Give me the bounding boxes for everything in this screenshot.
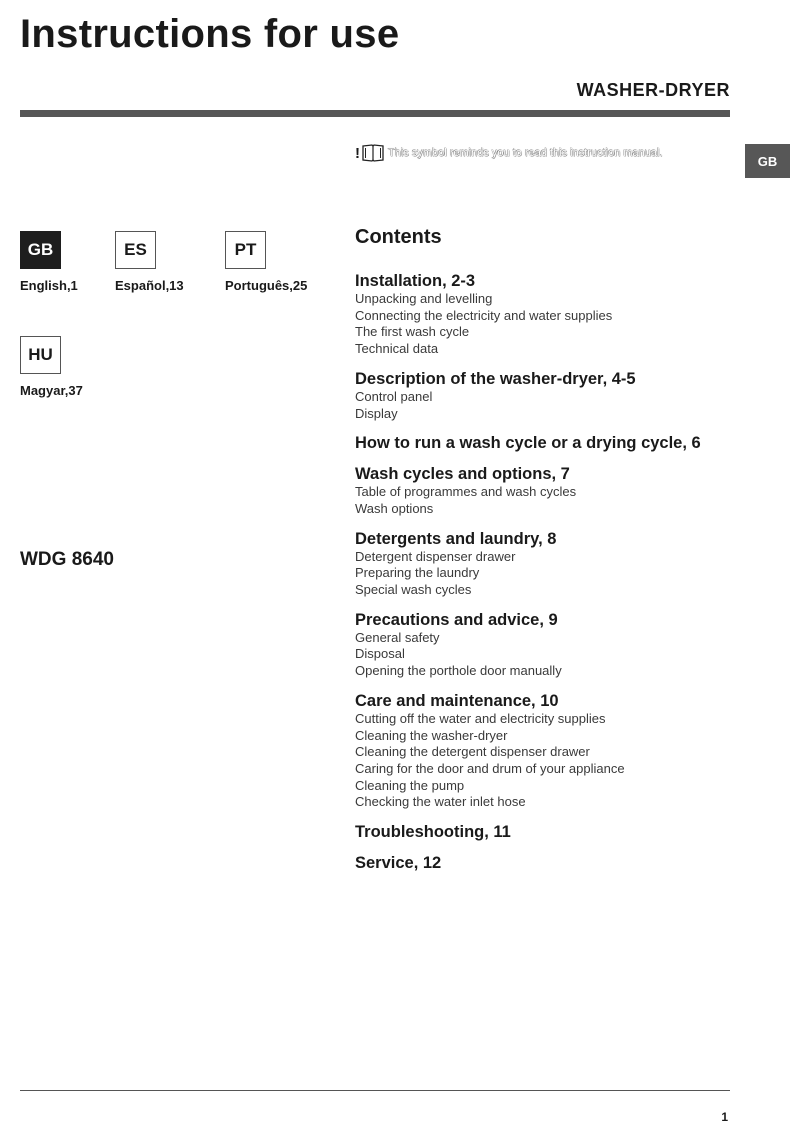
language-label: Español,13 (115, 278, 184, 293)
toc-section (355, 853, 735, 873)
toc-section (355, 433, 735, 453)
toc-subitem[interactable]: Unpacking and levelling (355, 291, 493, 306)
header-divider (20, 110, 730, 117)
toc-section-title[interactable]: Installation, 2-3 (355, 272, 476, 290)
footer-divider (20, 1090, 730, 1091)
table-of-contents (355, 226, 735, 884)
toc-subitem[interactable]: Table of programmes and wash cycles (355, 484, 577, 500)
product-type: WASHER-DRYER (576, 80, 730, 100)
toc-subitem[interactable]: Connecting the electricity and water supplies (355, 307, 613, 323)
toc-subitem[interactable]: Display (355, 405, 398, 421)
toc-subitem[interactable]: Checking the water inlet hose (355, 794, 526, 810)
language-label: Magyar,37 (20, 383, 83, 398)
book-icon (362, 144, 384, 162)
toc-subitem[interactable]: Cleaning the washer-dryer (355, 727, 508, 743)
toc-subitem[interactable]: Caring for the door and drum of your appliance (355, 760, 625, 776)
toc-section-title[interactable]: Description of the washer-dryer, 4-5 (355, 369, 636, 388)
language-gb[interactable] (20, 231, 78, 293)
model-number: WDG 8640 (20, 549, 114, 570)
manual-notice (355, 144, 663, 162)
toc-section (355, 691, 735, 811)
toc-subitem[interactable]: Control panel (355, 388, 433, 404)
toc-section-title[interactable]: Troubleshooting, 11 (355, 823, 511, 842)
language-pt[interactable] (225, 231, 307, 293)
toc-section-title[interactable]: Wash cycles and options, 7 (355, 465, 570, 484)
toc-subitem[interactable]: Opening the porthole door manually (355, 663, 562, 679)
page-title: Instructions for use (20, 12, 400, 56)
toc-section-title[interactable]: Service, 12 (355, 854, 442, 873)
language-tab: GB (745, 144, 790, 178)
toc-section (355, 369, 735, 422)
toc-subitem[interactable]: The first wash cycle (355, 324, 470, 340)
toc-section-title[interactable]: Care and maintenance, 10 (355, 691, 559, 710)
notice-text: This symbol reminds you to read this instruction manual. (388, 147, 663, 159)
language-code-box: ES (115, 231, 156, 269)
toc-section (355, 464, 735, 517)
toc-subitem[interactable]: Cleaning the pump (355, 777, 465, 793)
language-hu[interactable] (20, 336, 83, 398)
toc-subitem[interactable]: Cutting off the water and electricity supplies (355, 710, 606, 726)
toc-subitem[interactable]: Technical data (355, 341, 439, 357)
toc-section-title[interactable]: Precautions and advice, 9 (355, 610, 558, 629)
toc-subitem[interactable]: Special wash cycles (355, 582, 472, 598)
toc-section (355, 822, 735, 842)
toc-subitem[interactable]: Disposal (355, 646, 405, 662)
contents-heading: Contents (355, 226, 442, 248)
language-label: English,1 (20, 278, 78, 293)
warning-mark: ! (355, 144, 360, 162)
toc-section-title[interactable]: Detergents and laundry, 8 (355, 529, 557, 548)
toc-section (355, 271, 735, 358)
toc-section (355, 529, 735, 599)
toc-subitem[interactable]: General safety (355, 629, 440, 645)
toc-subitem[interactable]: Preparing the laundry (355, 565, 480, 581)
language-label: Português,25 (225, 278, 308, 293)
toc-section-title[interactable]: How to run a wash cycle or a drying cycle, 6 (355, 434, 701, 453)
language-es[interactable] (115, 231, 184, 293)
toc-subitem[interactable]: Cleaning the detergent dispenser drawer (355, 744, 590, 760)
language-code-box: PT (225, 231, 266, 269)
toc-section (355, 610, 735, 680)
toc-subitem[interactable]: Detergent dispenser drawer (355, 548, 516, 564)
language-code-box: GB (20, 231, 61, 269)
page-number: 1 (721, 1110, 728, 1124)
toc-subitem[interactable]: Wash options (355, 500, 434, 516)
language-code-box: HU (20, 336, 61, 374)
